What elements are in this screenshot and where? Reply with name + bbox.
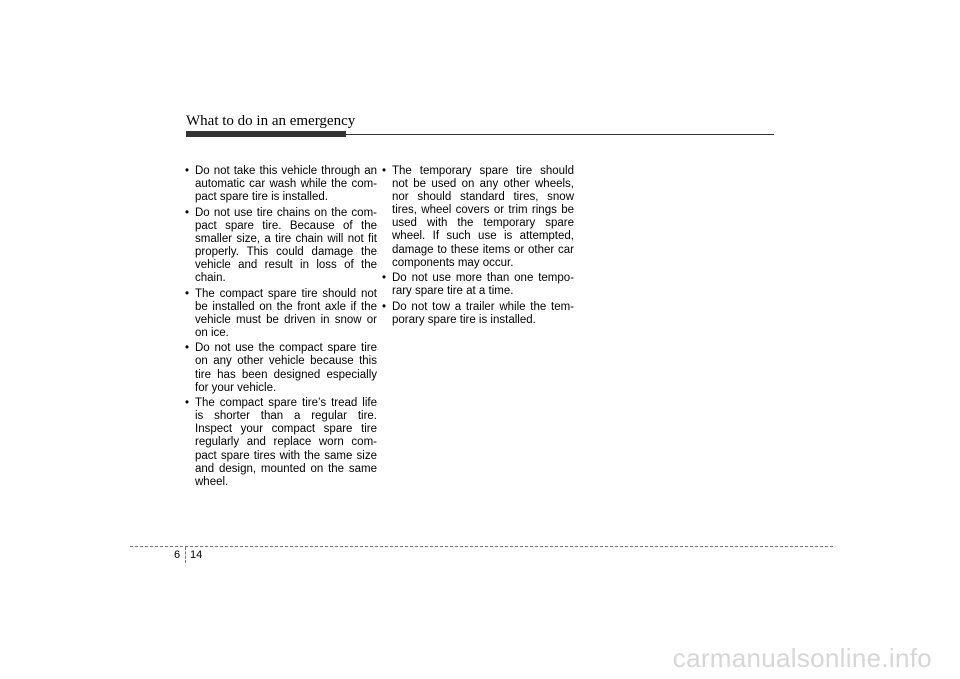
header-rule [346, 134, 774, 135]
header-bar [186, 131, 346, 137]
list-item: • The compact spare tire should not be installed on the front axle if the vehicle must be driven in snow or on ice. [184, 288, 377, 340]
list-item: • The compact spare tire’s tread life is shorter than a regular tire. Inspect your compact spare tire regularly and replace worn com-pact spare tires with the same size and design, mounted on the same wheel. [184, 397, 377, 489]
list-item: • Do not use tire chains on the com-pact spare tire. Because of the smaller size, a tire chain will not fit properly. This could damage the vehicle and result in loss of the chain. [184, 207, 377, 286]
footer-divider [185, 547, 186, 563]
list-item: • The temporary spare tire should not be used on any other wheels, nor should standard tires, snow tires, wheel covers or trim rings be used with the temporary spare wheel. If such use is attempted, damage to these items or other car components may occur. [381, 165, 574, 270]
section-title: What to do in an emergency [186, 113, 356, 129]
right-column-list [381, 165, 574, 329]
list-item: • Do not use more than one tempo-rary spare tire at a time. [381, 272, 574, 298]
footer-rule [130, 546, 833, 547]
left-column-list [184, 165, 377, 491]
watermark: carmanualsonline.info [672, 643, 932, 673]
chapter-number: 6 [174, 549, 181, 561]
list-item: • Do not take this vehicle through an automatic car wash while the com-pact spare tire is installed. [184, 165, 377, 204]
list-item: • Do not use the compact spare tire on any other vehicle because this tire has been designed especially for your vehicle. [184, 342, 377, 394]
page-number: 14 [190, 549, 203, 561]
list-item: • Do not tow a trailer while the tem-porary spare tire is installed. [381, 301, 574, 327]
